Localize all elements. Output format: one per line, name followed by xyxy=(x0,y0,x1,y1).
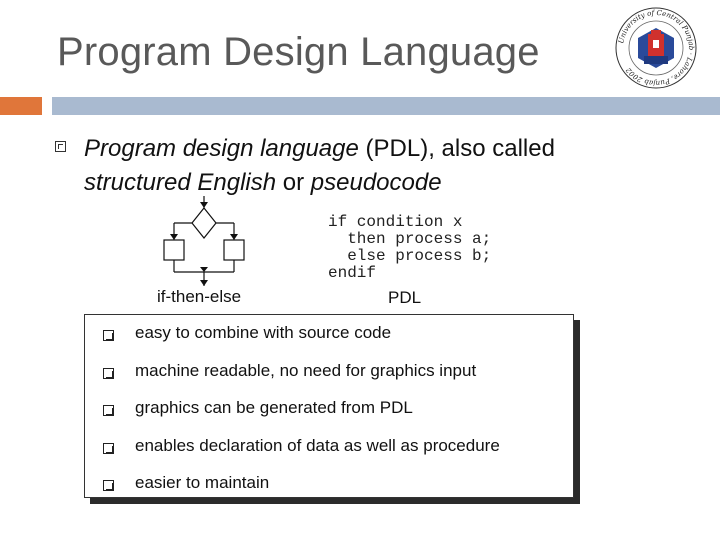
bullet-marker-icon xyxy=(55,141,66,152)
flowchart-caption: if-then-else xyxy=(157,287,242,306)
feature-item xyxy=(85,433,573,471)
bullet-term-pseudocode: pseudocode xyxy=(310,169,442,196)
feature-item xyxy=(85,358,573,396)
feature-item xyxy=(85,320,573,358)
bullet-text-middle: (PDL), also called xyxy=(358,135,555,162)
bullet-text xyxy=(84,132,684,200)
bullet-term-pdl: Program design language xyxy=(84,135,359,162)
pdl-code-block: if condition x then process a; else process b; endif xyxy=(328,213,492,282)
feature-item xyxy=(85,395,573,433)
bullet-text-or: or xyxy=(276,169,311,196)
checkbox-icon xyxy=(103,368,114,379)
feature-text: machine readable, no need for graphics input xyxy=(135,360,477,380)
feature-item xyxy=(85,470,573,508)
bullet-term-structured-english: structured English xyxy=(84,169,277,196)
pdl-caption: PDL xyxy=(388,288,422,307)
slide-title: Program Design Language xyxy=(57,30,540,74)
checkbox-icon xyxy=(103,330,114,341)
checkbox-icon xyxy=(103,480,114,491)
if-then-else-flowchart xyxy=(150,196,290,286)
feature-panel xyxy=(84,314,574,498)
university-logo xyxy=(614,6,698,90)
feature-text: easier to maintain xyxy=(135,473,270,492)
feature-text: enables declaration of data as well as procedure xyxy=(135,435,500,455)
feature-list xyxy=(85,320,573,508)
checkbox-icon xyxy=(103,443,114,454)
title-rule xyxy=(52,97,720,115)
feature-text: easy to combine with source code xyxy=(135,323,392,342)
accent-rule xyxy=(0,97,42,115)
checkbox-icon xyxy=(103,405,114,416)
feature-text: graphics can be generated from PDL xyxy=(135,398,413,417)
svg-text:University of Central Punjab ·: University of Central Punjab · Lahore, Punjab 2002 xyxy=(617,8,696,88)
